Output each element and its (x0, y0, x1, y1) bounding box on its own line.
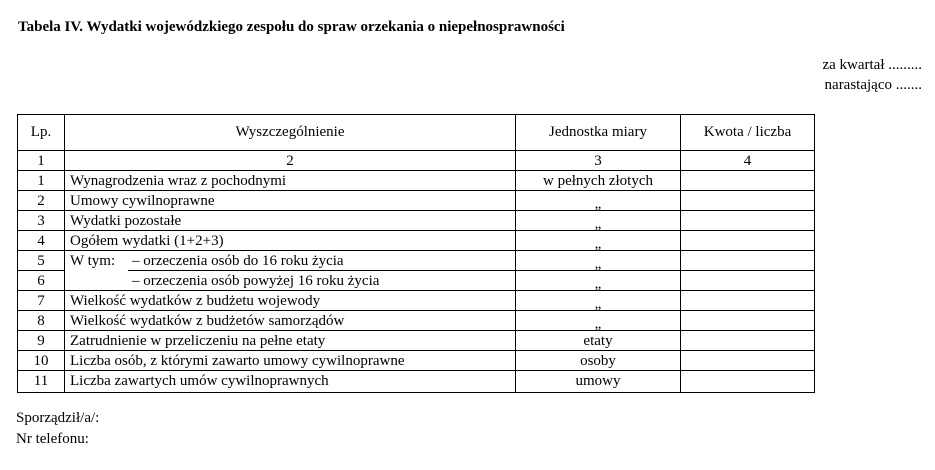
row-divider (18, 190, 814, 191)
column-number: 3 (594, 153, 602, 169)
row-number: 4 (37, 233, 45, 249)
row-label: – orzeczenia osób powyżej 16 roku życia (132, 273, 380, 289)
header-lp: Lp. (30, 124, 52, 140)
row-unit: „ (594, 216, 602, 232)
cumulative-field: narastająco ....... (824, 77, 922, 93)
row-label: Wynagrodzenia wraz z pochodnymi (70, 173, 287, 189)
row-number: 8 (37, 313, 45, 329)
row-label: Liczba zawartych umów cywilnoprawnych (70, 373, 329, 389)
row-unit: umowy (575, 373, 621, 389)
row-number: 10 (33, 353, 49, 369)
row-label: – orzeczenia osób do 16 roku życia (132, 253, 344, 269)
row-number: 6 (37, 273, 45, 289)
row-value[interactable] (681, 252, 814, 270)
row-label: Umowy cywilnoprawne (70, 193, 215, 209)
expenses-table (17, 114, 815, 393)
row-divider (18, 230, 814, 231)
row-unit: „ (594, 236, 602, 252)
row-divider (18, 290, 814, 291)
row-number: 9 (37, 333, 45, 349)
row-unit: „ (594, 256, 602, 272)
document-title: Tabela IV. Wydatki wojewódzkiego zespołu do spraw orzekania o niepełnosprawności (18, 19, 565, 35)
row-label: Wielkość wydatków z budżetu wojewody (70, 293, 321, 309)
prepared-by-label: Sporządził/a/: (16, 410, 100, 426)
row-unit: w pełnych złotych (543, 173, 653, 189)
row-divider (18, 170, 814, 171)
row-unit: „ (594, 276, 602, 292)
row-label: Wielkość wydatków z budżetów samorządów (70, 313, 345, 329)
row-number: 2 (37, 193, 45, 209)
row-divider (18, 270, 64, 271)
row-value[interactable] (681, 212, 814, 230)
row-value[interactable] (681, 272, 814, 290)
row-unit: „ (594, 196, 602, 212)
header-description: Wyszczególnienie (235, 124, 345, 140)
row-number: 7 (37, 293, 45, 309)
row-unit: etaty (583, 333, 613, 349)
of-which-label: W tym: (70, 253, 116, 269)
column-number: 2 (286, 153, 294, 169)
column-number: 4 (743, 153, 752, 169)
row-number: 5 (37, 253, 45, 269)
row-number: 1 (37, 173, 45, 189)
row-label: Liczba osób, z którymi zawarto umowy cywilnoprawne (70, 353, 405, 369)
row-divider (18, 250, 814, 251)
row-divider (18, 150, 814, 151)
row-divider (18, 370, 814, 371)
row-value[interactable] (681, 312, 814, 330)
row-value[interactable] (681, 352, 814, 370)
row-unit: osoby (580, 353, 616, 369)
quarter-field: za kwartał ......... (822, 57, 922, 73)
row-value[interactable] (681, 192, 814, 210)
row-divider (18, 350, 814, 351)
row-divider (18, 210, 814, 211)
row-label: Ogółem wydatki (1+2+3) (70, 233, 224, 249)
row-number: 11 (33, 373, 49, 389)
row-value[interactable] (681, 172, 814, 190)
phone-label: Nr telefonu: (16, 431, 89, 447)
row-value[interactable] (681, 332, 814, 350)
row-value[interactable] (681, 372, 814, 390)
row-number: 3 (37, 213, 45, 229)
header-amount: Kwota / liczba (703, 124, 792, 140)
column-number: 1 (37, 153, 45, 169)
row-unit: „ (594, 316, 602, 332)
row-value[interactable] (681, 232, 814, 250)
row-divider (18, 330, 814, 331)
row-unit: „ (594, 296, 602, 312)
row-label: Wydatki pozostałe (70, 213, 182, 229)
row-label: Zatrudnienie w przeliczeniu na pełne etaty (70, 333, 326, 349)
header-unit: Jednostka miary (549, 124, 647, 140)
row-divider (18, 310, 814, 311)
row-divider (128, 270, 814, 271)
row-value[interactable] (681, 292, 814, 310)
